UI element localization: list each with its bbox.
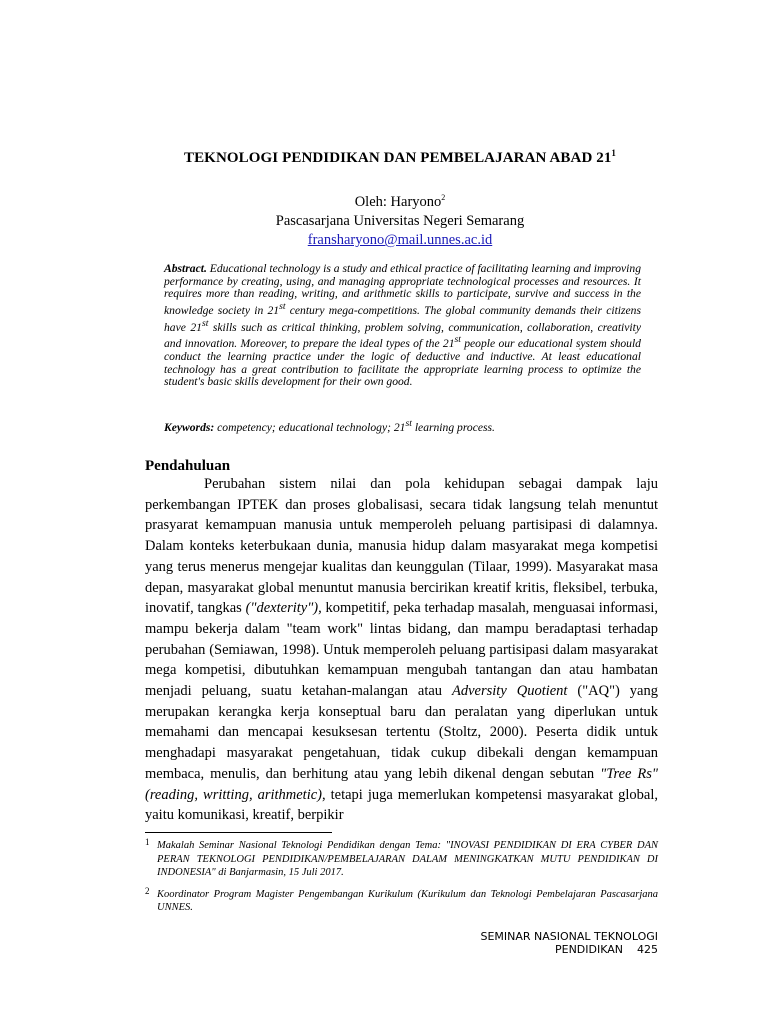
- footnote-mark: 1: [145, 837, 150, 847]
- abstract-sup: st: [454, 334, 461, 346]
- author-block: [0, 193, 768, 250]
- abstract-text: century mega-competitions. The global community demands their citizens have 21: [164, 303, 641, 334]
- italic-term: Adversity Quotient: [452, 683, 568, 700]
- footnotes: [145, 839, 658, 923]
- paragraph-text: kompetitif, peka terhadap masalah, menguasai informasi, mampu bekerja dalam "team work" lintas bidang, dan mampu beradaptasi terhadap perubahan (Semiawan, 1998). Untuk memperoleh peluang partisipasi dalam masyarakat mega kompetisi, dibutuhkan kemampuan mengubah tantangan dan atau hambatan menjadi peluang, suatu ketahan-malangan atau: [145, 600, 658, 700]
- page-footer: [384, 930, 658, 956]
- keywords-sup: st: [405, 418, 412, 429]
- email-link[interactable]: fransharyono@mail.unnes.ac.id: [307, 232, 493, 248]
- abstract-sup: st: [201, 317, 209, 329]
- body-text: [145, 474, 658, 826]
- author-footnote-mark[interactable]: 2: [441, 193, 446, 203]
- abstract-text: Educational technology is a study and ethical practice of facilitating learning and improving performance by creating, using, and managing appropriate technological processes and resources. It requires more than reading, writing, and arithmetic skills to participate, survive and success in the knowledge society in 21: [164, 262, 641, 317]
- page-number: 425: [637, 943, 658, 956]
- title-footnote-mark[interactable]: 1: [611, 148, 617, 158]
- institution: Pascasarjana Universitas Negeri Semarang: [275, 213, 525, 229]
- paragraph: [145, 474, 658, 826]
- author-line: [0, 193, 768, 212]
- keywords-label: Keywords:: [164, 420, 215, 434]
- footnote-1: [145, 839, 658, 880]
- section-heading: Pendahuluan: [145, 458, 231, 474]
- keywords-text: competency; educational technology; 21: [214, 420, 406, 434]
- paper-title: [0, 150, 768, 167]
- paragraph-text: , tetapi juga memerlukan kompetensi masyarakat global, yaitu komunikasi, kreatif, berpikir: [145, 786, 658, 824]
- footnote-text: Koordinator Program Magister Pengembangan Kurikulum (Kurikulum dan Teknologi Pembelajaran Pascasarjana UNNES.: [157, 888, 658, 913]
- running-title: SEMINAR NASIONAL TEKNOLOGI PENDIDIKAN: [480, 930, 658, 956]
- abstract-label: Abstract.: [164, 262, 207, 275]
- abstract-text: skills such as critical thinking, problem solving, communication, collaboration, creativity and innovation. Moreover, to prepare the ideal types of the 21: [164, 320, 641, 351]
- abstract-text: people our educational system should conduct the learning practice under the logic of deductive and inductive. At least educational technology has a great contribution to facilitate the appropriate learning process to optimize the student's basic skills development for their own good.: [164, 337, 641, 389]
- author-name: Oleh: Haryono: [354, 194, 442, 210]
- title-text: TEKNOLOGI PENDIDIKAN DAN PEMBELAJARAN ABAD 21: [183, 150, 612, 166]
- abstract-sup: st: [279, 301, 286, 313]
- footnote-mark: 2: [145, 885, 150, 896]
- paragraph-text: Perubahan sistem nilai dan pola kehidupan sebagai dampak laju perkembangan IPTEK dan proses globalisasi, secara tidak langsung telah menuntut prasyarat kemampuan manusia untuk memperoleh peluang partisipasi di dalamnya. Dalam konteks keterbukaan dunia, manusia hidup dalam masyarakat mega kompetisi yang terus menerus mengejar kualitas dan keunggulan (Tilaar, 1999). Masyarakat masa depan, masyarakat global menuntut manusia bercirikan kreatif kritis, fleksibel, terbuka, inovatif, tangkas: [145, 476, 658, 617]
- keywords-text: learning process.: [411, 420, 495, 434]
- footnote-2: [145, 885, 658, 915]
- paragraph-text: ("AQ") yang merupakan kerangka kerja konseptual baru dan peralatan yang diperlukan untuk memahami dan mencapai kesuksesan tertentu (Stoltz, 2000). Peserta didik untuk menghadapi masyarakat pengetahuan, tidak cukup dibekali dengan kemampuan membaca, menulis, dan berhitung atau yang lebih dikenal dengan sebutan: [145, 683, 658, 782]
- footnote-divider: [145, 832, 332, 833]
- abstract: [164, 263, 641, 389]
- italic-term: ("dexterity"),: [245, 600, 322, 617]
- footnote-text: Makalah Seminar Nasional Teknologi Pendidikan dengan Tema: "INOVASI PENDIDIKAN DI ERA CYBER DAN PERAN TEKNOLOGI PENDIDIKAN/PEMBELAJARAN DALAM MENINGKATKAN MUTU PENDIDIKAN DI INDONESIA" di Banjarmasin, 15 Juli 2017.: [157, 840, 658, 878]
- italic-term: "Tree Rs" (reading, writting, arithmetic): [145, 765, 658, 803]
- keywords: [164, 417, 641, 434]
